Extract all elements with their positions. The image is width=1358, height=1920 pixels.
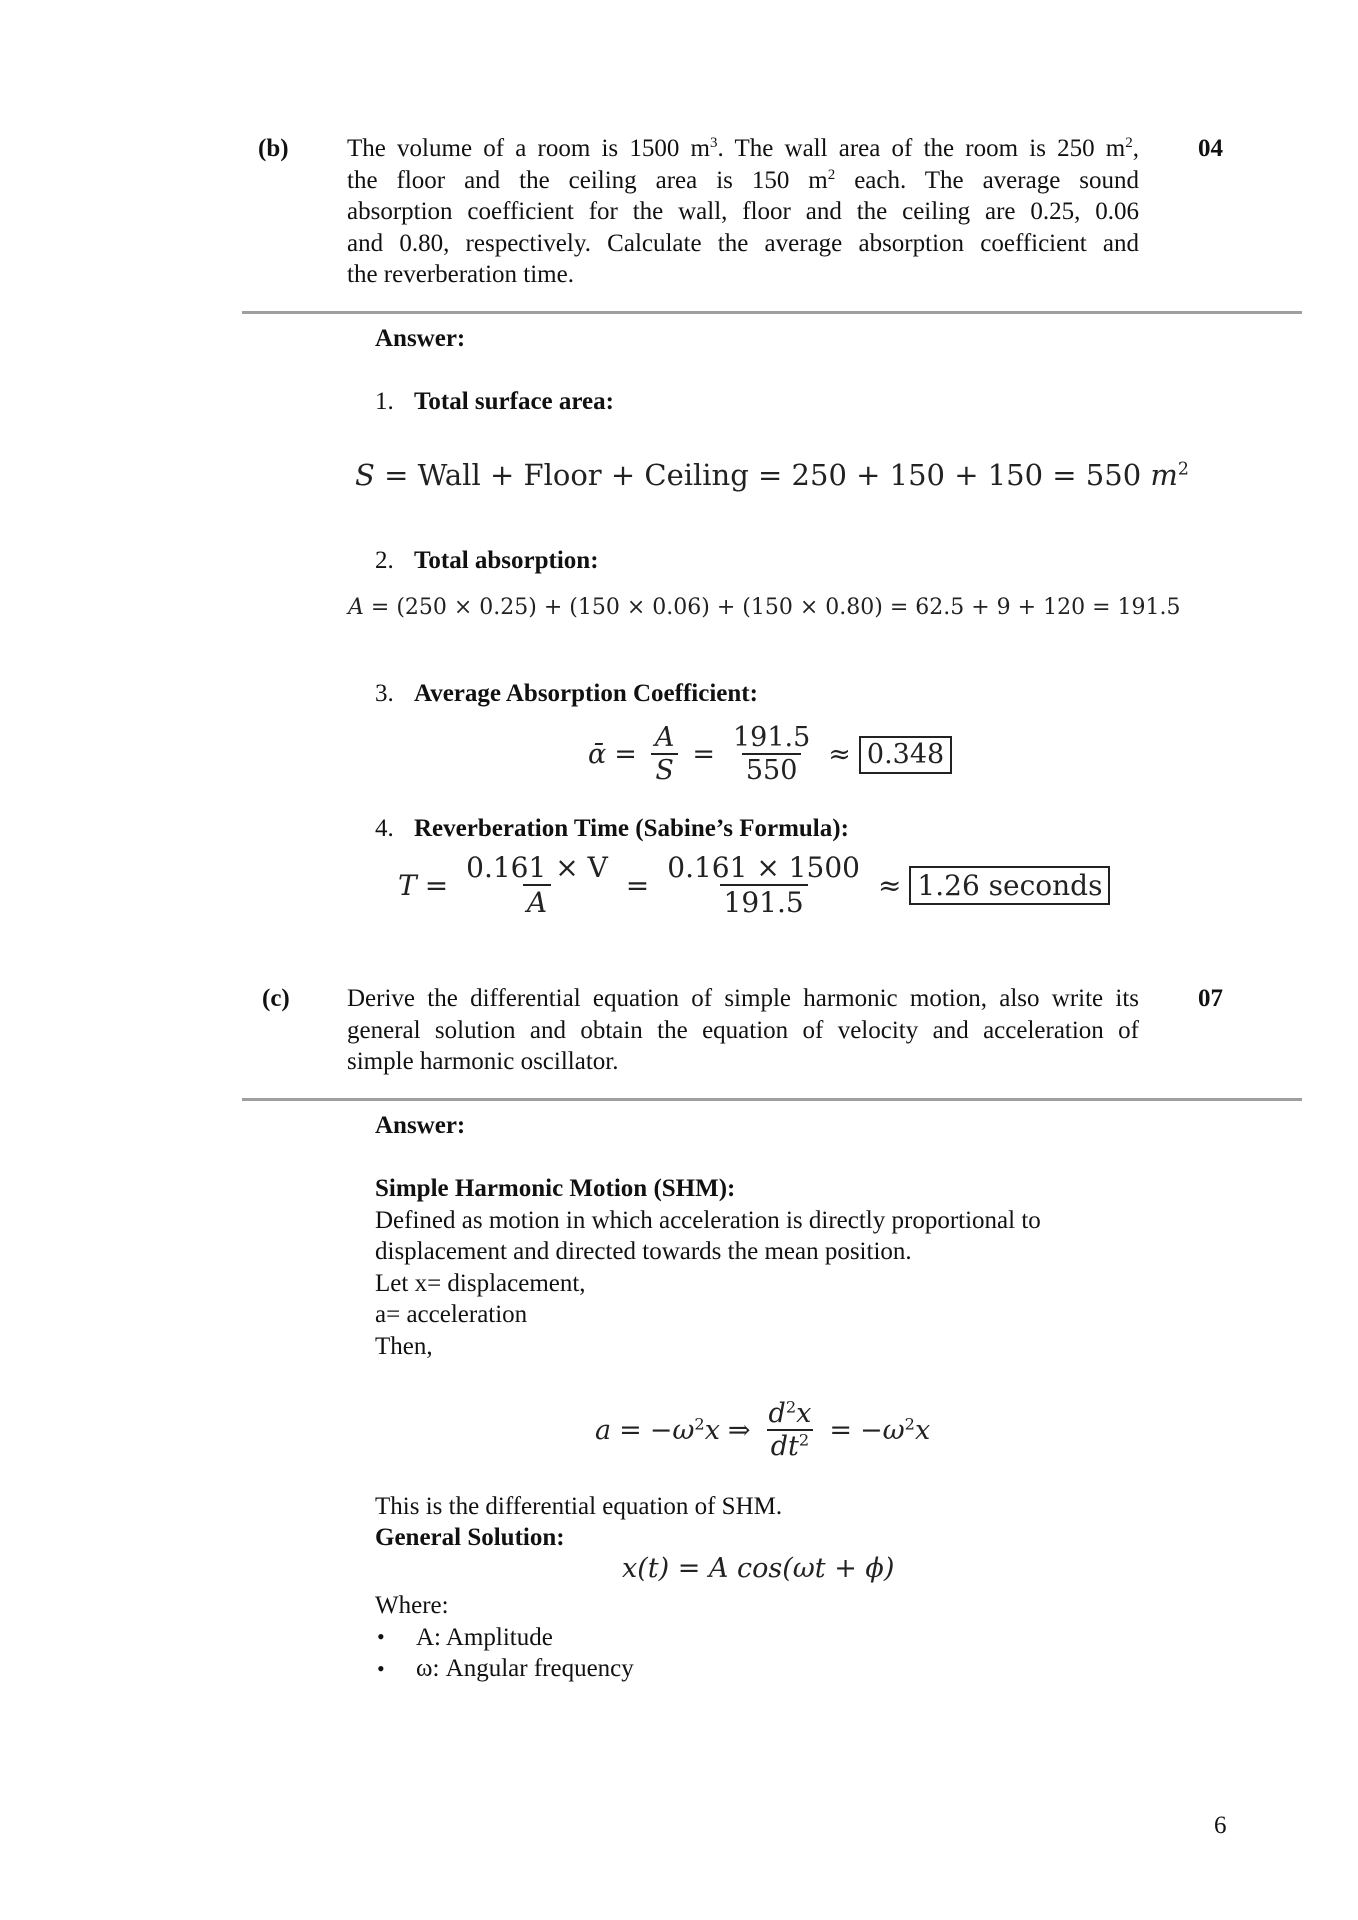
- question-b-marks: 04: [1198, 135, 1223, 162]
- eq-rhs: = (250 × 0.25) + (150 × 0.06) + (150 × 0.80) = 62.5 + 9 + 120 = 191.5: [370, 595, 1181, 620]
- denominator: $dt^2$: [767, 1429, 813, 1463]
- step-title: Average Absorption Coefficient:: [414, 680, 758, 707]
- eq-lhs: a: [595, 1415, 612, 1447]
- question-b-line: The volume of a room is 1500 $m^3$. The wall area of the room is 250 $m^2$,: [347, 135, 1139, 162]
- denominator: S: [651, 753, 678, 787]
- question-b-line: the reverberation time.: [347, 261, 574, 288]
- equals-sign: =: [692, 739, 715, 771]
- step-title: Total absorption:: [414, 547, 599, 574]
- eq-rhs: = Wall + Floor + Ceiling = 250 + 150 + 150 = 550: [384, 458, 1142, 492]
- step-4: [375, 813, 849, 845]
- question-c-text: [347, 983, 1139, 1078]
- section-divider: [242, 311, 1302, 314]
- bullet-item: ω: Angular frequency: [416, 1655, 634, 1682]
- denominator: A: [523, 884, 551, 920]
- question-c-line: simple harmonic oscillator.: [347, 1048, 619, 1075]
- step-title: Total surface area:: [414, 388, 614, 415]
- answer-b-heading: Answer:: [375, 325, 466, 352]
- question-b-line: absorption coefficient for the wall, floor and the ceiling are 0.25, 0.06: [347, 198, 1139, 225]
- shm-title: Simple Harmonic Motion (SHM):: [375, 1175, 736, 1202]
- step-number: 3.: [375, 680, 394, 707]
- where-label: Where:: [375, 1592, 449, 1619]
- boxed-result: 0.348: [859, 736, 952, 774]
- equation-general-solution: x(t) = A cos(ωt + ϕ): [622, 1553, 895, 1584]
- numerator: $d^2x$: [768, 1397, 812, 1429]
- numerator: 191.5: [732, 722, 811, 753]
- then-line: Then,: [375, 1332, 433, 1360]
- step-2: [375, 545, 599, 577]
- fraction: [729, 722, 814, 787]
- question-c-line: general solution and obtain the equation of velocity and acceleration of: [347, 1016, 1139, 1044]
- eq-rhs: $-\omega^2x$: [860, 1414, 931, 1447]
- fraction: [663, 852, 864, 920]
- approx-sign: ≈: [828, 739, 851, 771]
- bullet-icon: •: [377, 1656, 385, 1681]
- approx-sign: ≈: [877, 869, 902, 903]
- question-b-text: [347, 133, 1139, 291]
- numerator: A: [654, 722, 675, 753]
- equals-sign: =: [614, 739, 637, 771]
- question-b-line: the floor and the ceiling area is 150 $m^2$ each. The average sound: [347, 166, 1139, 194]
- equation-total-absorption: [348, 595, 1180, 620]
- equals-sign: =: [424, 869, 449, 903]
- let-x-line: Let x= displacement,: [375, 1269, 586, 1297]
- fraction: [765, 1398, 816, 1463]
- shm-definition-block: [375, 1173, 1041, 1362]
- equals-sign: =: [829, 1415, 853, 1447]
- question-c-line: Derive the differential equation of simple harmonic motion, also write its: [347, 985, 1139, 1012]
- eq-lhs: S: [355, 458, 375, 492]
- bullet-icon: •: [377, 1624, 385, 1649]
- implies-arrow: ⇒: [727, 1415, 751, 1447]
- section-divider: [242, 1098, 1302, 1101]
- step-number: 4.: [375, 815, 394, 842]
- definition-line: displacement and directed towards the mean position.: [375, 1238, 912, 1265]
- question-b-line: and 0.80, respectively. Calculate the average absorption coefficient and: [347, 229, 1139, 257]
- question-c-marks: 07: [1198, 985, 1223, 1012]
- page-number: 6: [1214, 1812, 1227, 1839]
- fraction: [462, 852, 612, 920]
- eq-lhs: T: [398, 869, 417, 903]
- question-b-label: (b): [258, 135, 289, 162]
- eq-unit: m: [1150, 458, 1178, 492]
- step-3: [375, 678, 758, 710]
- step-1: [375, 386, 614, 418]
- eq-exponent: 2: [1177, 459, 1189, 480]
- eq-middle-term: $-\omega^2x$: [649, 1414, 720, 1447]
- step-number: 1.: [375, 388, 394, 415]
- definition-line: Defined as motion in which acceleration is directly proportional to: [375, 1206, 1041, 1234]
- answer-c-heading: Answer:: [375, 1112, 466, 1139]
- equation-average-coefficient: [588, 722, 952, 787]
- bullet-item: A: Amplitude: [416, 1624, 553, 1651]
- question-c-label: (c): [262, 985, 290, 1012]
- equation-surface-area: [355, 458, 1189, 492]
- fraction: [651, 722, 679, 787]
- step-number: 2.: [375, 547, 394, 574]
- eq-lhs: A: [348, 595, 364, 620]
- denominator: 191.5: [720, 884, 808, 920]
- step-title: Reverberation Time (Sabine’s Formula):: [414, 815, 849, 842]
- equation-shm-differential: [595, 1398, 930, 1463]
- denominator: 550: [742, 753, 802, 787]
- equals-sign: =: [619, 1415, 642, 1447]
- boxed-result: 1.26 seconds: [909, 866, 1110, 905]
- differential-note: This is the differential equation of SHM.: [375, 1493, 783, 1520]
- equals-sign: =: [625, 869, 650, 903]
- eq-lhs: ᾱ: [588, 739, 607, 771]
- let-a-line: a= acceleration: [375, 1301, 528, 1328]
- general-solution-title: General Solution:: [375, 1524, 565, 1551]
- numerator: 0.161 × V: [466, 851, 608, 884]
- equation-reverberation-time: [398, 852, 1110, 920]
- numerator: 0.161 × 1500: [667, 851, 860, 884]
